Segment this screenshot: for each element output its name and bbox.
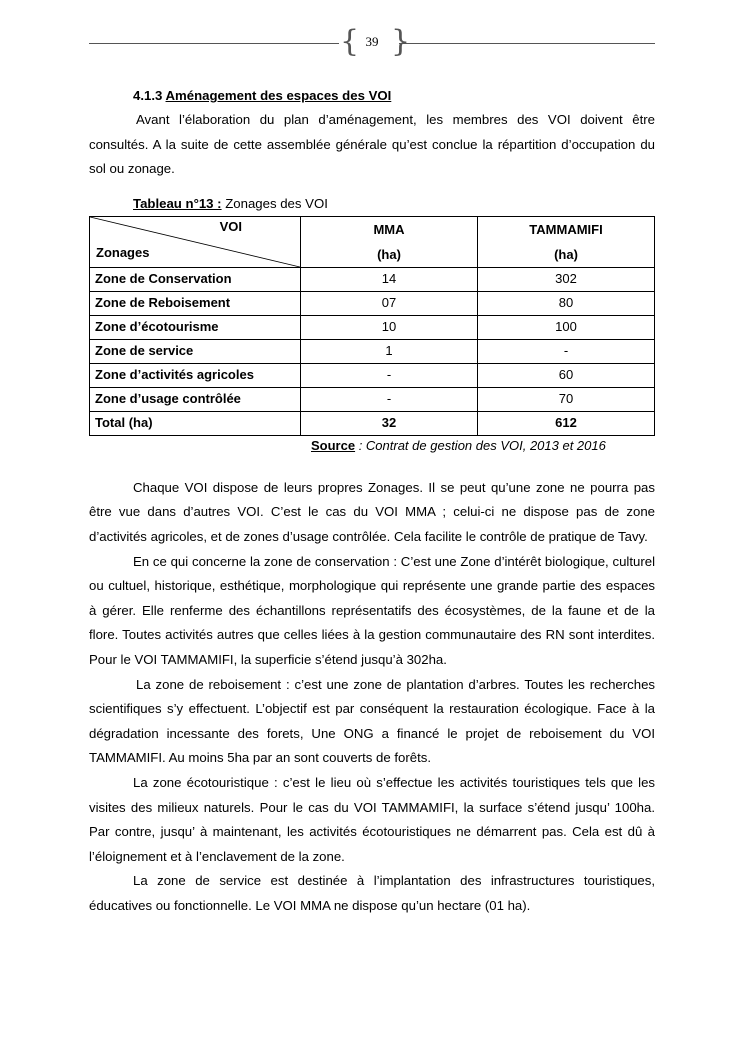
row-label: Zone d’usage contrôlée <box>90 387 301 411</box>
row-label: Zone de Reboisement <box>90 291 301 315</box>
row-label: Zone d’activités agricoles <box>90 363 301 387</box>
table-row <box>90 387 655 411</box>
paragraph-conservation: En ce qui concerne la zone de conservation : C’est une Zone d’intérêt biologique, culturel ou cultuel, historique, esthétique, morphologique qui représente une grande partie des espaces à gérer. Elle renferme des échantillons représentatifs des écosystèmes, de la faune et de la flore. Toutes activités autres que celles liées à la gestion communautaire des RN sont interdites. Pour le VOI TAMMAMIFI, la superficie s’étend jusqu’à 302ha. <box>89 553 655 667</box>
paragraph-ecotourisme: La zone écotouristique : c’est le lieu où s’effectue les activités touristiques tels que les visites des milieux naturels. Pour le cas du VOI TAMMAMIFI, la surface s’étend jusqu’ 100ha. Par contre, jusqu’ à maintenant, les activités écotouristiques ne démarrent pas. Cela est dû à l’éloignement et à l’enclavement de la zone. <box>89 774 655 864</box>
row-label: Zone d’écotourisme <box>90 315 301 339</box>
paragraph-service: La zone de service est destinée à l’implantation des infrastructures touristiques, éducatives ou fonctionnelle. Le VOI MMA ne dispose qu’un hectare (01 ha). <box>89 873 655 913</box>
tammamifi-value: 80 <box>478 291 655 315</box>
column-header-mma-name: MMA <box>373 221 405 237</box>
total-tammamifi: 612 <box>478 411 655 435</box>
column-header-mma-unit: (ha) <box>377 246 401 262</box>
table-source <box>89 436 655 456</box>
right-brace-icon: } <box>391 24 411 59</box>
left-brace-icon: { <box>340 24 360 59</box>
tammamifi-value: - <box>478 339 655 363</box>
column-header-mma <box>301 216 478 267</box>
table-corner-cell <box>90 216 301 267</box>
table-caption <box>133 193 655 215</box>
paragraph-zonages: Chaque VOI dispose de leurs propres Zonages. Il se peut qu’une zone ne pourra pas être vue dans d’autres VOI. C’est le cas du VOI MMA ; celui-ci ne dispose pas de zone d’activités agricoles, et de zones d’usage contrôlée. Cela facilite le contrôle de pratique de Tavy. <box>89 479 655 544</box>
section-title-text: Aménagement des espaces des VOI <box>165 88 392 103</box>
column-header-tammamifi-name: TAMMAMIFI <box>529 221 603 237</box>
tammamifi-value: 60 <box>478 363 655 387</box>
table-row <box>90 291 655 315</box>
mma-value: 1 <box>301 339 478 363</box>
column-header-tammamifi-unit: (ha) <box>554 246 578 262</box>
table-row <box>90 267 655 291</box>
table-caption-text: Zonages des VOI <box>221 195 328 211</box>
section-title <box>133 84 655 108</box>
table-caption-label: Tableau n°13 : <box>133 195 222 211</box>
column-header-tammamifi <box>478 216 655 267</box>
header-rule-right <box>399 43 655 44</box>
table-row <box>90 315 655 339</box>
tammamifi-value: 100 <box>478 315 655 339</box>
mma-value: 07 <box>301 291 478 315</box>
corner-zonages-label: Zonages <box>96 244 150 260</box>
row-label: Zone de Conservation <box>90 267 301 291</box>
mma-value: - <box>301 387 478 411</box>
total-mma: 32 <box>301 411 478 435</box>
page-header <box>89 24 655 60</box>
section-number: 4.1.3 <box>133 88 163 103</box>
corner-voi-label: VOI <box>219 218 242 234</box>
table-total-row <box>90 411 655 435</box>
mma-value: - <box>301 363 478 387</box>
tammamifi-value: 70 <box>478 387 655 411</box>
intro-paragraph: Avant l’élaboration du plan d’aménagement, les membres des VOI doivent être consultés. A la suite de cette assemblée générale qu’est conclue la répartition d’occupation du sol ou zonage. <box>89 112 655 177</box>
table-row <box>90 363 655 387</box>
total-label: Total (ha) <box>90 411 301 435</box>
tammamifi-value: 302 <box>478 267 655 291</box>
source-label: Source <box>311 437 356 453</box>
page-content <box>89 84 655 918</box>
mma-value: 10 <box>301 315 478 339</box>
row-label: Zone de service <box>90 339 301 363</box>
page-number: 39 <box>365 34 379 49</box>
header-rule-left <box>89 43 339 44</box>
table-row <box>90 339 655 363</box>
mma-value: 14 <box>301 267 478 291</box>
source-text: : Contrat de gestion des VOI, 2013 et 2016 <box>355 437 606 453</box>
paragraph-reboisement: La zone de reboisement : c’est une zone de plantation d’arbres. Toutes les recherches scientifiques s’y effectuent. L’objectif est par conséquent la restauration écologique. Face à la dégradation incessante des forets, Une ONG a financé le projet de reboisement du VOI TAMMAMIFI. Au moins 5ha par an sont couverts de forêts. <box>89 676 655 766</box>
table-header-row <box>90 216 655 267</box>
zonage-table <box>89 216 655 436</box>
